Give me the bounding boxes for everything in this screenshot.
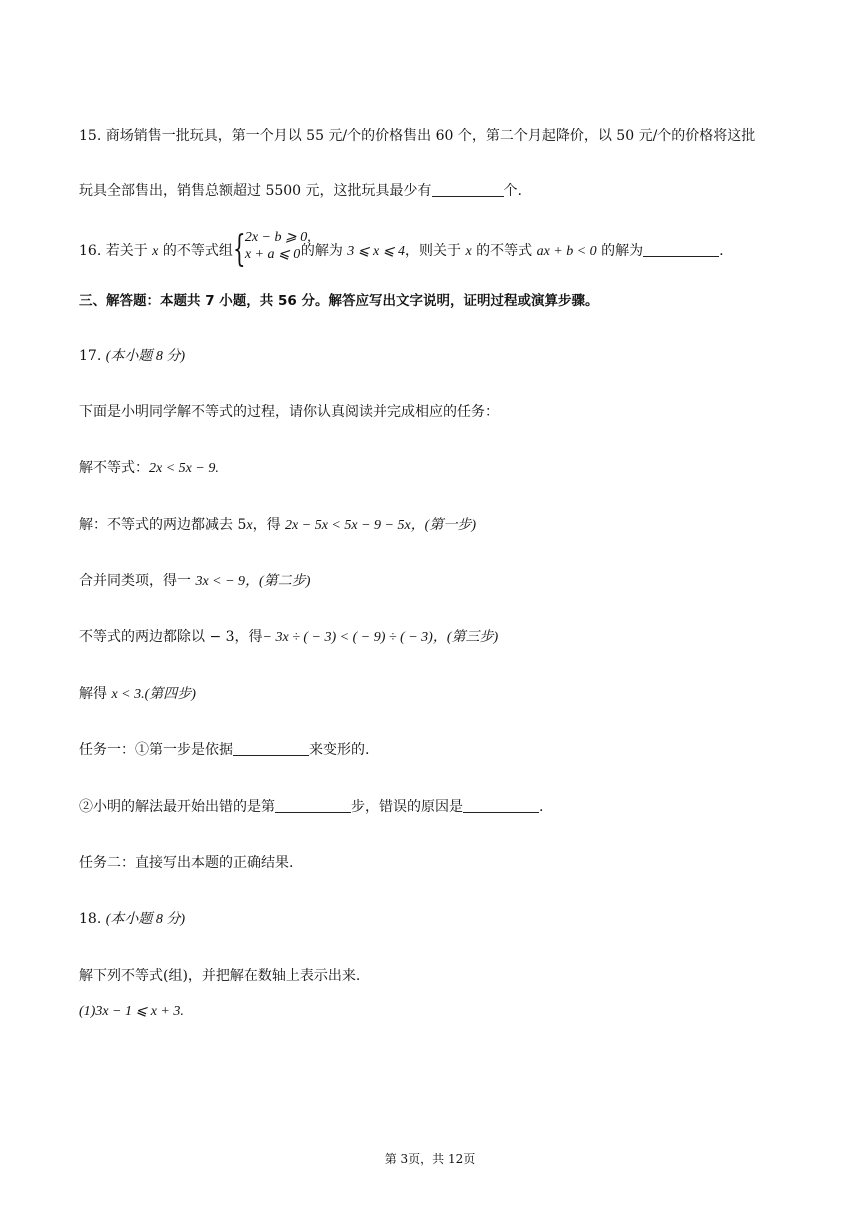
q15-line1: [79, 126, 755, 146]
answer-blank: [643, 242, 719, 257]
step2-math: 3x < − 9: [195, 574, 246, 589]
q15-text-2a: 玩具全部售出，销售总额超过 5500 元，这批玩具最少有: [79, 183, 432, 199]
q17-step4: [79, 684, 196, 705]
answer-blank: [432, 182, 504, 197]
step3-text-a: 不等式的两边都除以 − 3，得: [79, 629, 263, 645]
q18-header: [79, 909, 185, 930]
q16-end: .: [719, 243, 724, 259]
task2-text-a: ②小明的解法最开始出错的是第: [79, 799, 275, 815]
q16-range: 3 ⩽ x ⩽ 4: [347, 244, 405, 259]
q16-var-x: x: [152, 244, 159, 259]
q16-mid1: 的不等式组: [162, 243, 233, 259]
section-heading: 三、解答题：本题共 7 小题，共 56 分。解答应写出文字说明，证明过程或演算步骤。: [79, 293, 599, 309]
q16-mid3: ，则关于: [404, 243, 461, 259]
step4-text-b: (第四步): [144, 687, 196, 702]
q17-step3: [79, 627, 498, 648]
q16-mid2: 的解为: [300, 243, 343, 259]
task2-text-b: 步，错误的原因是: [351, 799, 463, 815]
q18-intro: 解下列不等式(组)，并把解在数轴上表示出来.: [79, 968, 361, 984]
q16-suffix: 的解为: [601, 243, 644, 259]
q17-problem-label: 解不等式：: [79, 460, 149, 476]
q15-text-1: 15. 商场销售一批玩具，第一个月以 55 元/个的价格售出 60 个，第二个月起降价，以 50 元/个的价格将这批: [79, 128, 756, 144]
inequality-system: [232, 229, 311, 270]
q16-var-x2: x: [465, 244, 472, 259]
q17-header: [79, 346, 185, 367]
system-eq1: 2x − b ⩾ 0,: [244, 230, 311, 245]
step1-text-a: 解：不等式的两边都减去 5: [79, 517, 247, 533]
q17-score: (本小题 8 分): [105, 349, 186, 364]
q17-task3: 任务二：直接写出本题的正确结果.: [79, 855, 294, 871]
step1-math: 2x − 5x < 5x − 9 − 5x: [285, 518, 411, 533]
step3-math: − 3x ÷ ( − 3) < ( − 9) ÷ ( − 3): [262, 630, 433, 645]
task2-text-c: .: [539, 799, 544, 815]
q17-intro: 下面是小明同学解不等式的过程，请你认真阅读并完成相应的任务：: [79, 404, 499, 420]
q17-step2: [79, 571, 310, 592]
q16-prefix: 16. 若关于: [79, 243, 148, 259]
q17-number: 17.: [79, 348, 102, 364]
q15-line2: [79, 181, 522, 201]
task1-text-a: 任务一：①第一步是依据: [79, 742, 233, 758]
step1-var-x: x: [246, 518, 253, 533]
step4-text-a: 解得: [79, 686, 107, 702]
answer-blank: [275, 798, 351, 813]
step2-text-b: ，(第二步): [245, 574, 311, 589]
step1-text-c: ，(第一步): [410, 518, 477, 533]
q17-step1: [79, 515, 476, 536]
step1-text-b: ，得: [252, 517, 281, 533]
task1-text-b: 来变形的.: [309, 742, 370, 758]
step2-text-a: 合并同类项，得一: [79, 573, 191, 589]
q17-task2: [79, 797, 543, 817]
answer-blank: [233, 741, 309, 756]
step3-text-b: ，(第三步): [432, 630, 499, 645]
q17-problem-math: 2x < 5x − 9.: [149, 461, 219, 476]
q16-line: [79, 229, 724, 270]
step4-math: x < 3.: [111, 687, 145, 702]
q15-text-2b: 个.: [503, 183, 522, 199]
q17-problem: [79, 458, 219, 479]
q18-score: (本小题 8 分): [105, 912, 186, 927]
q17-task1: [79, 740, 369, 760]
page-footer: 第 3页，共 12页: [384, 1152, 476, 1166]
brace-icon: {: [232, 229, 246, 270]
system-eq2: x + a ⩽ 0: [244, 247, 301, 262]
q18-number: 18.: [79, 911, 102, 927]
q16-mid4: 的不等式: [476, 243, 533, 259]
q16-inequality: ax + b < 0: [536, 244, 597, 259]
answer-blank: [463, 798, 539, 813]
q18-sub1: (1)3x − 1 ⩽ x + 3.: [79, 1004, 184, 1019]
